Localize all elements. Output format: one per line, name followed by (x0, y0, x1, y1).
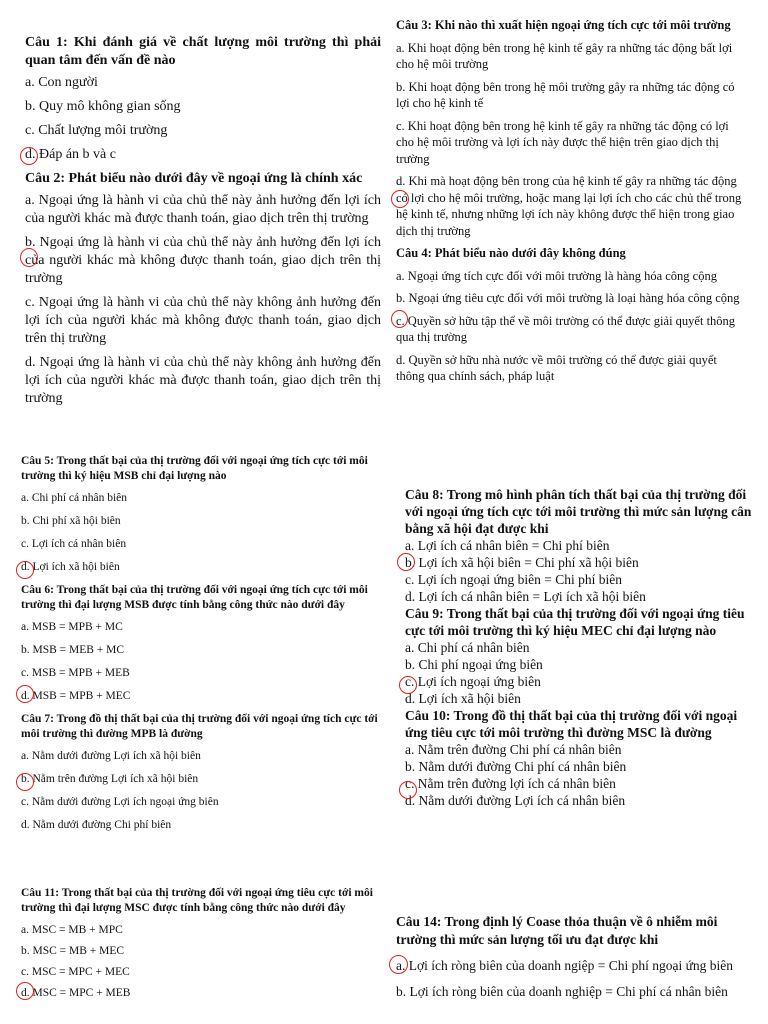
q9-option-a: a. Chi phí cá nhân biên (405, 640, 530, 655)
question-7-title: Câu 7: Trong đồ thị thất bại của thị trường đối với ngoại ứng tích cực tới môi trường thì đường MPB là đường (21, 713, 378, 740)
q10-option-c: c. Nằm trên đường lợi ích cá nhân biên (405, 776, 616, 791)
q1-option-d: d. Đáp án b và c (25, 147, 116, 162)
q5-option-b: b. Chi phí xã hội biên (21, 515, 121, 527)
question-8-title: Câu 8: Trong mô hình phân tích thất bại của thị trường đối với ngoại ứng tích cực tới môi trường thì mức sản lượng cân bằng xã hội đạt được khi (405, 487, 752, 536)
q7-option-a: a. Nằm dưới đường Lợi ích xã hội biên (21, 750, 201, 762)
question-block-3-4 (396, 17, 748, 391)
q8-option-d: d. Lợi ích cá nhân biên = Lợi ích xã hội biên (405, 589, 646, 604)
q6-option-a: a. MSB = MPB + MC (21, 621, 123, 633)
q10-option-b: b. Nằm dưới đường Chi phí cá nhân biên (405, 759, 627, 774)
question-block-14 (396, 913, 752, 1009)
q5-option-c: c. Lợi ích cá nhân biên (21, 538, 127, 550)
question-5-title: Câu 5: Trong thất bại của thị trường đối với ngoại ứng tích cực tới môi trường thì ký hiệu MSB chỉ đại lượng nào (21, 455, 368, 482)
q2-option-d: d. Ngoại ứng là hành vi của chủ thể này không ảnh hưởng đến lợi ích của người khác mà được thanh toán, giao dịch trên thị trường (25, 355, 381, 406)
question-6-title: Câu 6: Trong thất bại của thị trường đối với ngoại ứng tích cực tới môi trường thì đại lượng MSB được tính bằng công thức nào dưới đây (21, 584, 368, 611)
q4-option-a: a. Ngoại ứng tích cực đối với môi trường là hàng hóa công cộng (396, 268, 717, 283)
q4-option-d: d. Quyền sở hữu nhà nước về môi trường có thể được giải quyết thông qua chính sách, pháp luật (396, 352, 717, 383)
q8-option-b: b. Lợi ích xã hội biên = Chi phí xã hội biên (405, 555, 639, 570)
q5-option-d: d. Lợi ích xã hội biên (21, 561, 120, 573)
q5-option-a: a. Chi phí cá nhân biên (21, 492, 128, 504)
q3-option-b: b. Khi hoạt động bên trong hệ môi trường gây ra những tác động có lợi cho hệ kinh tế (396, 79, 735, 110)
q2-option-c: c. Ngoại ứng là hành vi của chủ thể này không ảnh hưởng đến lợi ích của người khác mà không được thanh toán, giao dịch trên thị trường (25, 295, 381, 346)
q11-option-d: d. MSC = MPC + MEB (21, 987, 131, 999)
q3-option-a: a. Khi hoạt động bên trong hệ kinh tế gây ra những tác động bất lợi cho hệ môi trường (396, 40, 733, 71)
q4-option-c: c. Quyền sở hữu tập thể về môi trường có thể được giải quyết thông qua thị trường (396, 313, 736, 344)
question-10-title: Câu 10: Trong đồ thị thất bại của thị trường đối với ngoại ứng tiêu cực tới môi trường thì đường MSC là đường (405, 708, 738, 740)
q7-option-c: c. Nằm dưới đường Lợi ích ngoại ứng biên (21, 796, 219, 808)
q3-option-c: c. Khi hoạt động bên trong hệ kinh tế gây ra những tác động có lợi cho hệ môi trường và lợi ích này được thể hiện trên giao dịch thị trường (396, 118, 729, 166)
question-9-title: Câu 9: Trong thất bại của thị trường đối với ngoại ứng tiêu cực tới môi trường thì ký hiệu MEC chỉ đại lượng nào (405, 606, 745, 638)
question-block-1-2 (25, 34, 381, 414)
q14-option-b: b. Lợi ích ròng biên của doanh nghiệp = Chi phí cá nhân biên (396, 984, 728, 999)
q9-option-b: b. Chi phí ngoại ứng biên (405, 657, 543, 672)
question-2-title: Câu 2: Phát biểu nào dưới đây về ngoại ứng là chính xác (25, 171, 363, 186)
question-1-title: Câu 1: Khi đánh giá về chất lượng môi trường thì phải quan tâm đến vấn đề nào (25, 35, 381, 68)
q4-option-b: b. Ngoại ứng tiêu cực đối với môi trường là loại hàng hóa công cộng (396, 291, 740, 305)
question-block-5-7 (21, 454, 381, 841)
question-block-11 (21, 886, 381, 1007)
q6-option-b: b. MSB = MEB + MC (21, 644, 125, 656)
q9-option-c: c. Lợi ích ngoại ứng biên (405, 674, 541, 689)
q8-option-c: c. Lợi ích ngoại ứng biên = Chi phí biên (405, 572, 623, 587)
q7-option-d: d. Nằm dưới đường Chi phí biên (21, 819, 172, 831)
question-4-title: Câu 4: Phát biểu nào dưới đây không đúng (396, 246, 626, 260)
q11-option-a: a. MSC = MB + MPC (21, 924, 123, 936)
q8-option-a: a. Lợi ích cá nhân biên = Chi phí biên (405, 538, 610, 553)
q11-option-c: c. MSC = MPC + MEC (21, 966, 130, 978)
q1-option-c: c. Chất lượng môi trường (25, 123, 168, 138)
q11-option-b: b. MSC = MB + MEC (21, 945, 125, 957)
q2-option-a: a. Ngoại ứng là hành vi của chủ thể này ảnh hưởng đến lợi ích của người khác mà được thanh toán, giao dịch trên thị trường (25, 193, 381, 226)
q6-option-d: d. MSB = MPB + MEC (21, 690, 131, 702)
question-block-8-10 (405, 486, 753, 809)
question-14-title: Câu 14: Trong định lý Coase thỏa thuận về ô nhiễm môi trường thì mức sản lượng tối ưu đạt được khi (396, 914, 718, 947)
question-3-title: Câu 3: Khi nào thì xuất hiện ngoại ứng tích cực tới môi trường (396, 18, 731, 32)
q7-option-b: b. Nằm trên đường Lợi ích xã hội biên (21, 773, 199, 785)
q10-option-d: d. Nằm dưới đường Lợi ích cá nhân biên (405, 793, 626, 808)
q1-option-b: b. Quy mô không gian sống (25, 99, 181, 114)
q3-option-d: d. Khi mà hoạt động bên trong của hệ kinh tế gây ra những tác động có lợi cho hệ môi trường, hoặc mang lại lợi ích cho các chủ thể trong hệ kinh tế, nhưng những lợi ích này không được thể hiện trong giao dịch thị trường (396, 174, 742, 238)
question-11-title: Câu 11: Trong thất bại của thị trường đối với ngoại ứng tiêu cực tới môi trường thì đại lượng MSC được tính bằng công thức nào dưới đây (21, 887, 373, 914)
q9-option-d: d. Lợi ích xã hội biên (405, 691, 521, 706)
q2-option-b: b. Ngoại ứng là hành vi của chủ thể này ảnh hưởng đến lợi ích của người khác mà không được thanh toán, giao dịch trên thị trường (25, 235, 381, 286)
q14-option-a: a. Lợi ích ròng biên của doanh ngiệp = Chi phí ngoại ứng biên (396, 958, 733, 973)
q6-option-c: c. MSB = MPB + MEB (21, 667, 130, 679)
q10-option-a: a. Nằm trên đường Chi phí cá nhân biên (405, 742, 622, 757)
q1-option-a: a. Con người (25, 75, 98, 90)
